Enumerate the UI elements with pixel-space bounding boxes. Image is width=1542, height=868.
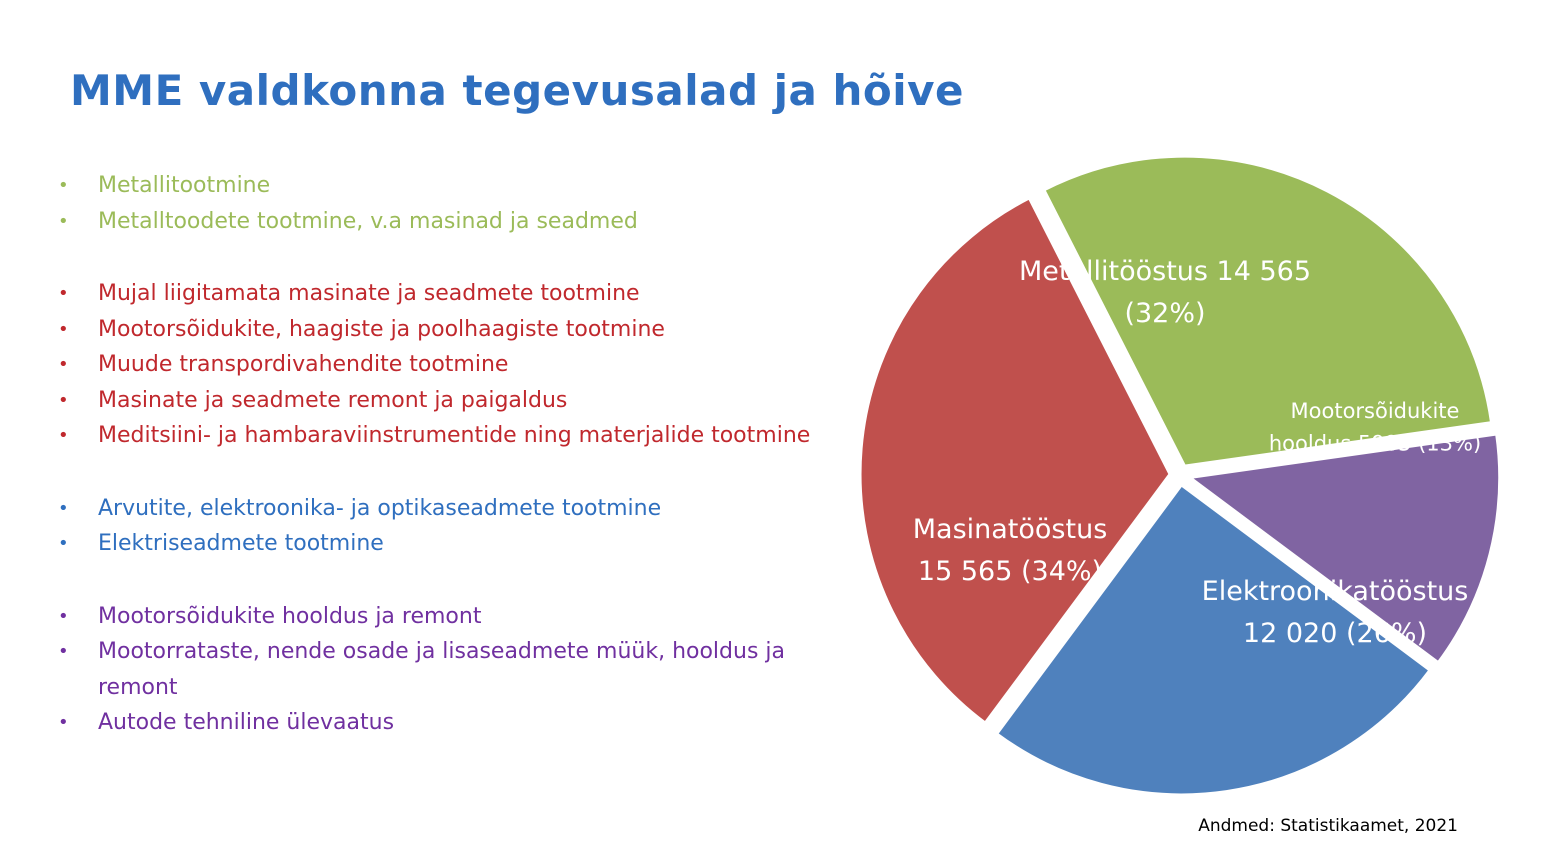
activity-group	[58, 168, 848, 239]
bullet-icon: •	[58, 641, 69, 662]
activity-label: Elektriseadmete tootmine	[98, 531, 384, 556]
activity-label: Metalltoodete tootmine, v.a masinad ja seadmed	[98, 208, 638, 234]
activity-item	[58, 312, 848, 348]
activity-item	[58, 705, 848, 741]
activity-list	[58, 168, 848, 778]
bullet-icon: •	[58, 425, 69, 446]
activity-item	[58, 347, 848, 383]
pie-label-line: hooldus 5985 (13%)	[1268, 431, 1482, 456]
pie-label-line: 15 565 (34%)	[917, 555, 1103, 587]
pie-label-line: Elektroonikatööstus	[1201, 576, 1469, 607]
pie-label-line: (32%)	[1124, 297, 1206, 329]
bullet-icon: •	[58, 283, 69, 304]
activity-item	[58, 418, 848, 454]
activity-group	[58, 276, 848, 454]
activity-item	[58, 526, 848, 562]
activity-item	[58, 204, 848, 240]
bullet-icon: •	[58, 210, 69, 232]
activity-group	[58, 599, 848, 741]
bullet-icon: •	[58, 389, 69, 411]
data-source-note: Andmed: Statistikaamet, 2021	[1198, 816, 1458, 836]
pie-label-line: 12 020 (26%)	[1242, 617, 1428, 649]
activity-label: Mootorsõidukite, haagiste ja poolhaagiste tootmine	[98, 316, 665, 342]
activity-label: Autode tehniline ülevaatus	[98, 710, 395, 735]
activity-label: Arvutite, elektroonika- ja optikaseadmete tootmine	[98, 495, 662, 521]
employment-pie-chart	[850, 150, 1530, 810]
activity-label: Meditsiini- ja hambaraviinstrumentide ning materjalide tootmine	[98, 423, 811, 448]
bullet-icon: •	[58, 318, 69, 340]
pie-label-line: Masinatööstus	[912, 514, 1108, 545]
activity-label: Masinate ja seadmete remont ja paigaldus	[98, 387, 568, 413]
bullet-icon: •	[58, 533, 69, 554]
activity-item	[58, 599, 848, 635]
bullet-icon: •	[58, 605, 69, 627]
activity-item	[58, 491, 848, 527]
page-title: MME valdkonna tegevusalad ja hõive	[70, 66, 965, 115]
bullet-icon: •	[58, 712, 69, 733]
activity-label: Mootorsõidukite hooldus ja remont	[98, 603, 482, 629]
pie-label-line: Metallitööstus 14 565	[1018, 256, 1312, 287]
activity-item	[58, 276, 848, 312]
activity-label: Metallitootmine	[98, 173, 271, 198]
bullet-icon: •	[58, 497, 69, 519]
activity-label: Mujal liigitamata masinate ja seadmete tootmine	[98, 281, 640, 306]
bullet-icon: •	[58, 354, 69, 375]
activity-group	[58, 491, 848, 562]
activity-item	[58, 383, 848, 419]
activity-label: Muude transpordivahendite tootmine	[98, 352, 509, 377]
activity-label: Mootorrataste, nende osade ja lisaseadmete müük, hooldus ja remont	[98, 639, 785, 700]
activity-item	[58, 168, 848, 204]
pie-label-line: Mootorsõidukite	[1290, 399, 1460, 423]
activity-item	[58, 634, 848, 705]
bullet-icon: •	[58, 175, 69, 196]
